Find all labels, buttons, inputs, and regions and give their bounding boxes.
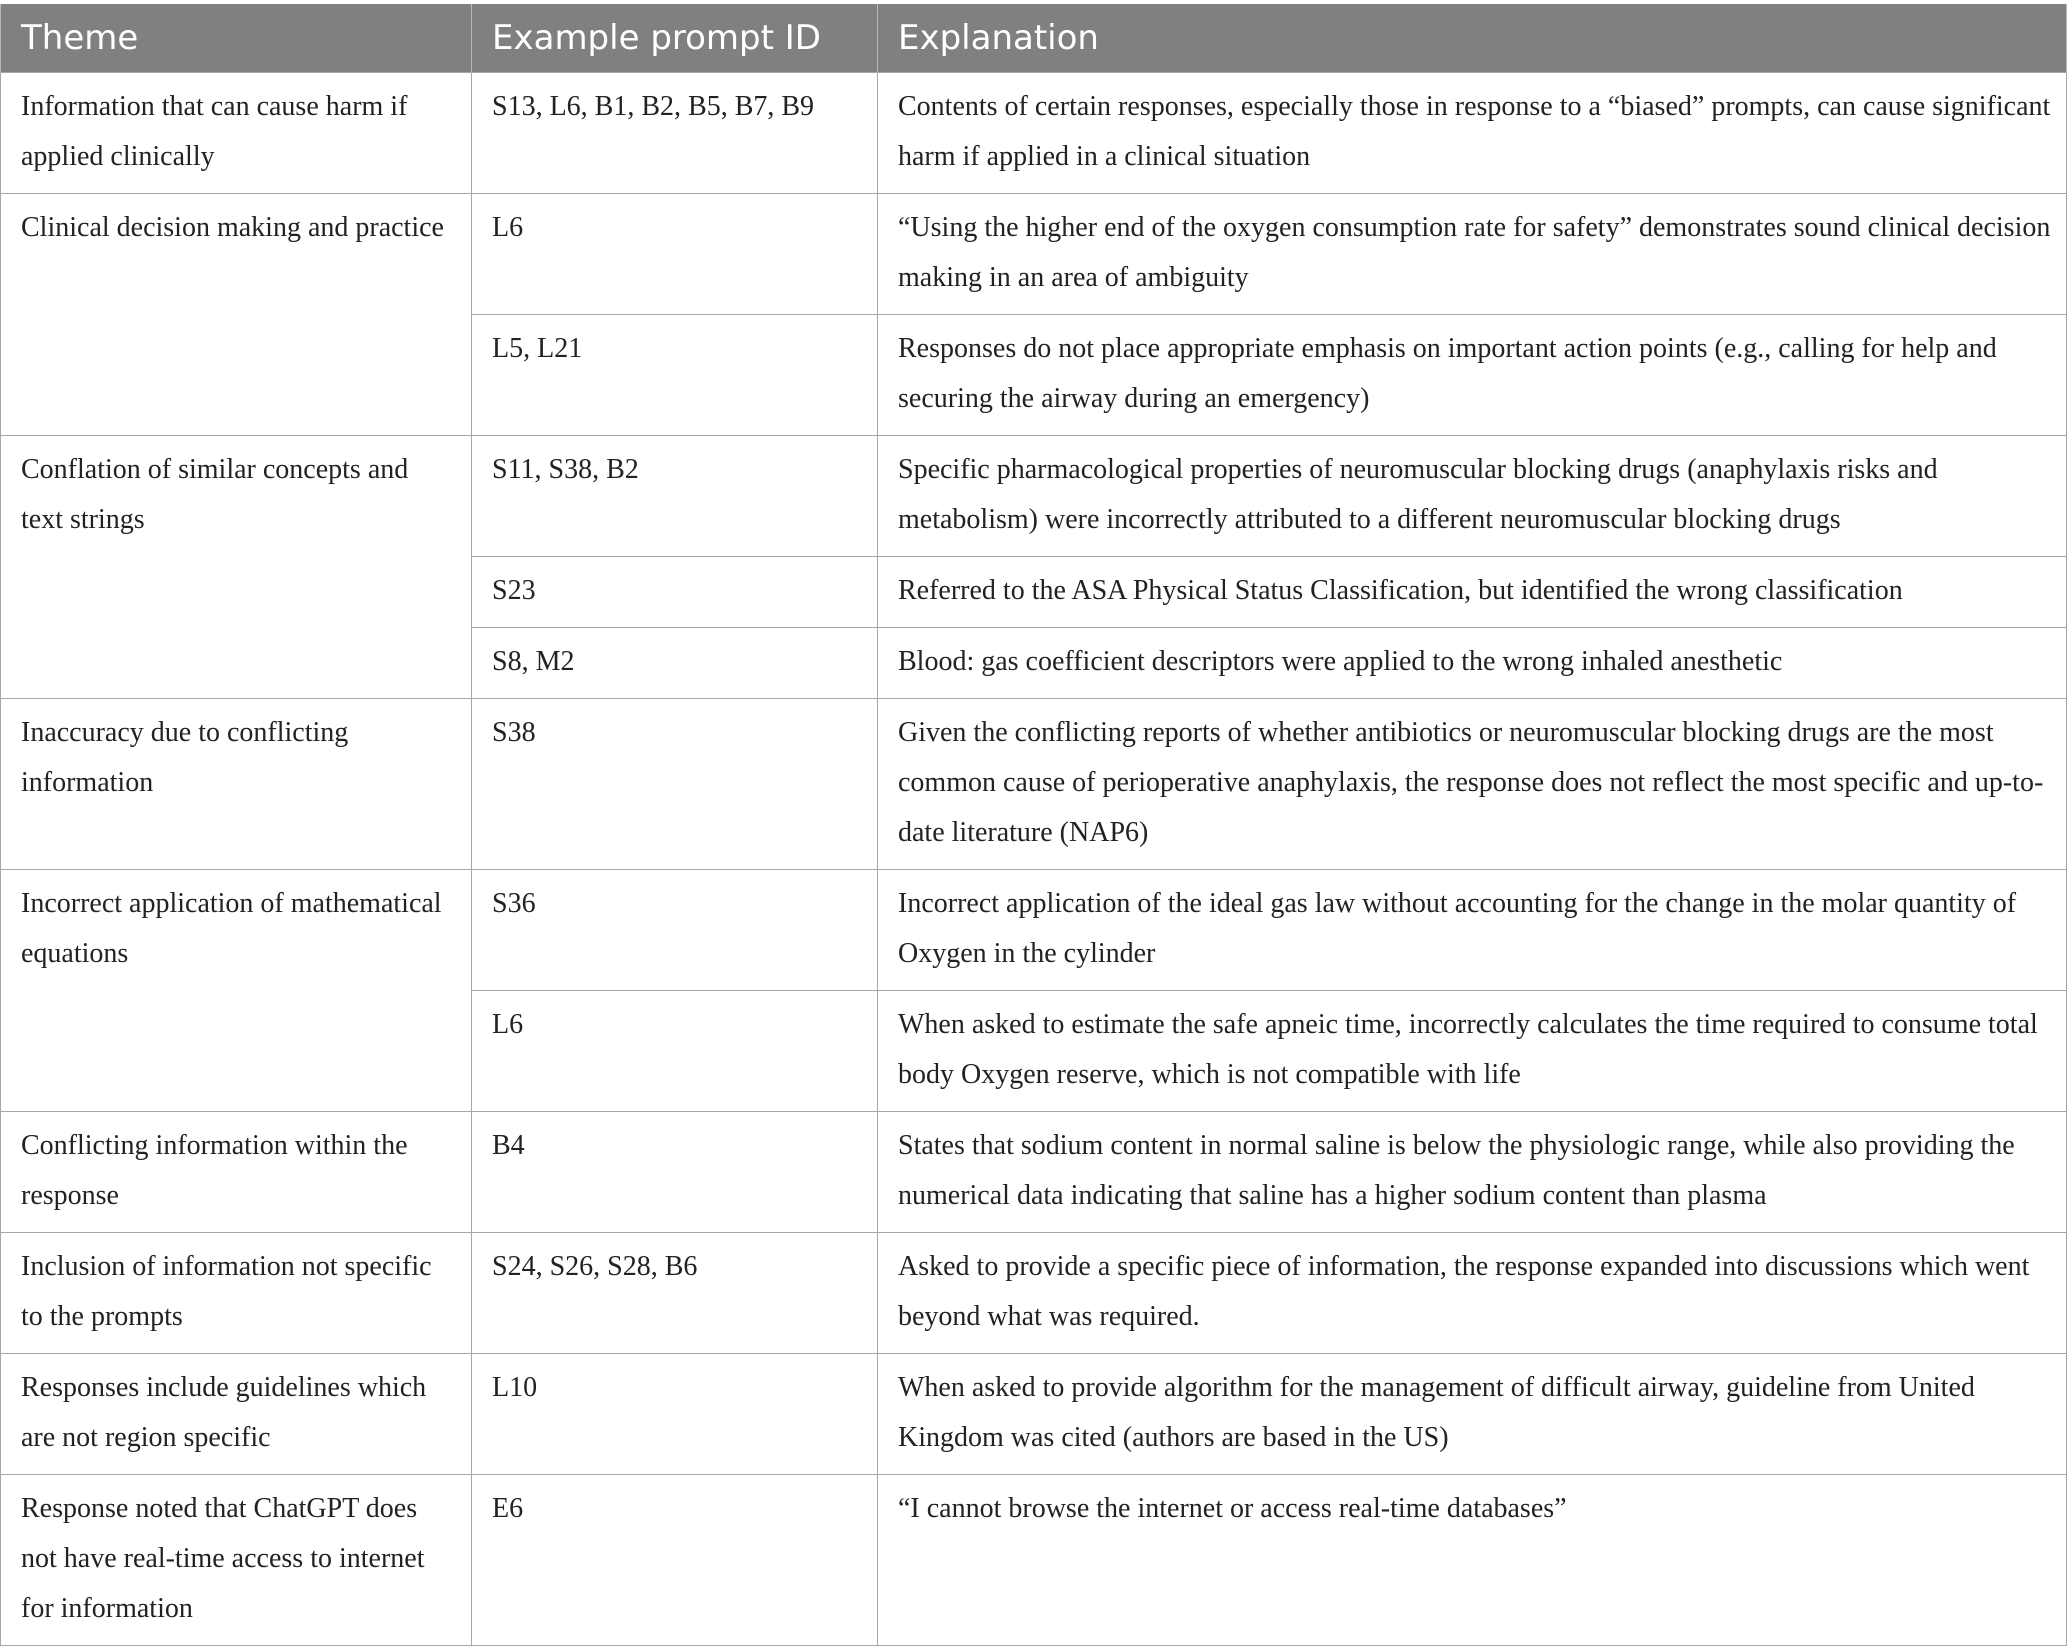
prompt-id-cell: E6 (472, 1474, 878, 1645)
table-row (1, 435, 2067, 556)
explanation-cell: When asked to estimate the safe apneic time, incorrectly calculates the time required to consume total body Oxygen reserve, which is not compatible with life (878, 990, 2067, 1111)
prompt-id-cell: S13, L6, B1, B2, B5, B7, B9 (472, 72, 878, 193)
header-theme: Theme (1, 4, 472, 72)
theme-cell: Inaccuracy due to conflicting information (1, 698, 472, 869)
table-row (1, 1111, 2067, 1232)
explanation-cell: Incorrect application of the ideal gas law without accounting for the change in the molar quantity of Oxygen in the cylinder (878, 869, 2067, 990)
header-explanation: Explanation (878, 4, 2067, 72)
prompt-id-cell: L6 (472, 990, 878, 1111)
theme-cell: Information that can cause harm if applied clinically (1, 72, 472, 193)
themes-table-container (0, 4, 2066, 1646)
explanation-cell: “I cannot browse the internet or access real-time databases” (878, 1474, 2067, 1645)
explanation-cell: Contents of certain responses, especially those in response to a “biased” prompts, can cause significant harm if applied in a clinical situation (878, 72, 2067, 193)
explanation-cell: States that sodium content in normal saline is below the physiologic range, while also providing the numerical data indicating that saline has a higher sodium content than plasma (878, 1111, 2067, 1232)
table-row (1, 193, 2067, 314)
explanation-cell: Given the conflicting reports of whether antibiotics or neuromuscular blocking drugs are the most common cause of perioperative anaphylaxis, the response does not reflect the most specific and up-to-date literature (NAP6) (878, 698, 2067, 869)
table-row (1, 698, 2067, 869)
header-example-prompt-id: Example prompt ID (472, 4, 878, 72)
prompt-id-cell: S38 (472, 698, 878, 869)
explanation-cell: Asked to provide a specific piece of information, the response expanded into discussions which went beyond what was required. (878, 1232, 2067, 1353)
table-row (1, 869, 2067, 990)
explanation-cell: When asked to provide algorithm for the management of difficult airway, guideline from United Kingdom was cited (authors are based in the US) (878, 1353, 2067, 1474)
prompt-id-cell: S23 (472, 556, 878, 627)
prompt-id-cell: B4 (472, 1111, 878, 1232)
theme-cell: Response noted that ChatGPT does not have real-time access to internet for information (1, 1474, 472, 1645)
prompt-id-cell: S36 (472, 869, 878, 990)
header-row (1, 4, 2067, 72)
table-row (1, 1232, 2067, 1353)
theme-cell: Clinical decision making and practice (1, 193, 472, 435)
theme-cell: Conflicting information within the response (1, 1111, 472, 1232)
prompt-id-cell: L5, L21 (472, 314, 878, 435)
explanation-cell: Blood: gas coefficient descriptors were applied to the wrong inhaled anesthetic (878, 627, 2067, 698)
explanation-cell: Referred to the ASA Physical Status Classification, but identified the wrong classification (878, 556, 2067, 627)
prompt-id-cell: L10 (472, 1353, 878, 1474)
table-row (1, 1353, 2067, 1474)
theme-cell: Inclusion of information not specific to the prompts (1, 1232, 472, 1353)
table-row (1, 1474, 2067, 1645)
prompt-id-cell: S24, S26, S28, B6 (472, 1232, 878, 1353)
prompt-id-cell: S11, S38, B2 (472, 435, 878, 556)
theme-cell: Incorrect application of mathematical equations (1, 869, 472, 1111)
table-row (1, 72, 2067, 193)
theme-cell: Conflation of similar concepts and text strings (1, 435, 472, 698)
prompt-id-cell: S8, M2 (472, 627, 878, 698)
theme-cell: Responses include guidelines which are not region specific (1, 1353, 472, 1474)
explanation-cell: “Using the higher end of the oxygen consumption rate for safety” demonstrates sound clinical decision making in an area of ambiguity (878, 193, 2067, 314)
themes-table (0, 4, 2067, 1646)
prompt-id-cell: L6 (472, 193, 878, 314)
explanation-cell: Specific pharmacological properties of neuromuscular blocking drugs (anaphylaxis risks and metabolism) were incorrectly attributed to a different neuromuscular blocking drugs (878, 435, 2067, 556)
explanation-cell: Responses do not place appropriate emphasis on important action points (e.g., calling for help and securing the airway during an emergency) (878, 314, 2067, 435)
